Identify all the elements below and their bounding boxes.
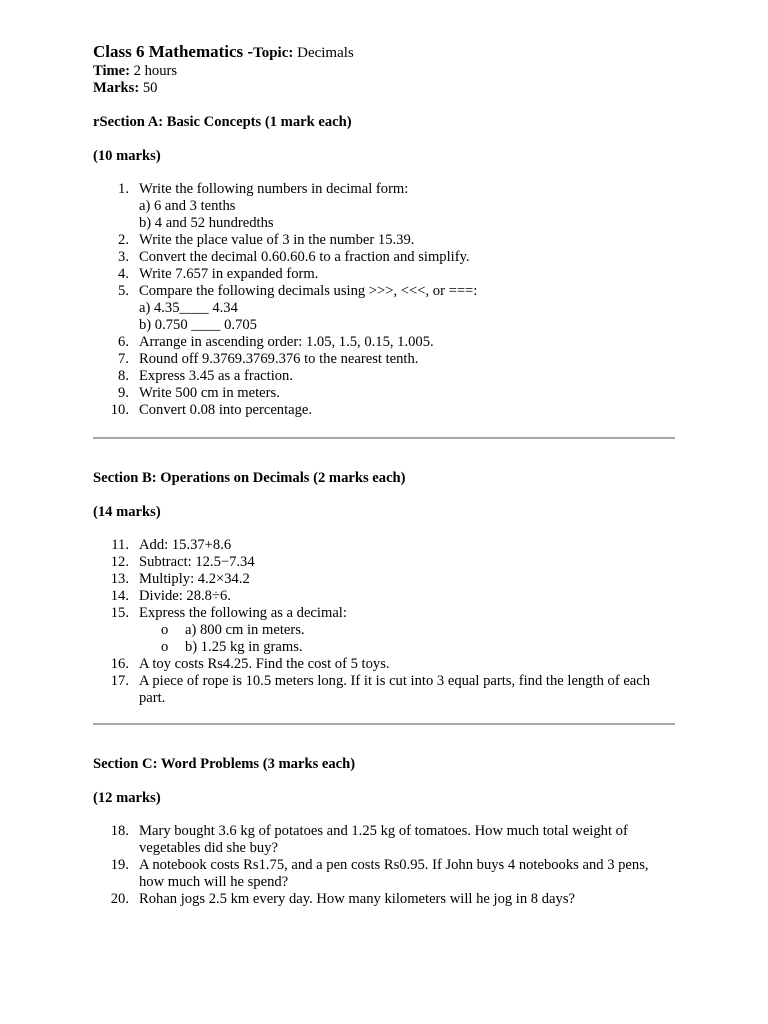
question-item — [93, 537, 675, 554]
question-text: Express 3.45 as a fraction. — [139, 368, 293, 384]
time-line — [93, 63, 675, 80]
question-number: 3. — [118, 249, 129, 265]
question-text: Write 7.657 in expanded form. — [139, 266, 319, 282]
question-number: 19. — [110, 857, 129, 873]
title-class: Class 6 Mathematics - — [93, 42, 254, 61]
question-subpart: a) 6 and 3 tenths — [139, 198, 236, 214]
question-number: 20. — [110, 891, 129, 907]
question-subpart: a) 4.35____ 4.34 — [139, 300, 238, 316]
question-item — [93, 554, 675, 571]
question-text: Write 500 cm in meters. — [139, 385, 280, 401]
question-item — [93, 232, 675, 249]
question-number: 4. — [118, 266, 129, 282]
question-text: Rohan jogs 2.5 km every day. How many kilometers will he jog in 8 days? — [139, 891, 575, 907]
section-a-heading: rSection A: Basic Concepts (1 mark each) — [93, 114, 352, 130]
question-text: Arrange in ascending order: 1.05, 1.5, 0.15, 1.005. — [139, 334, 434, 350]
bullet-text: a) 800 cm in meters. — [185, 622, 305, 638]
question-text: Write the place value of 3 in the number 15.39. — [139, 232, 415, 248]
question-text: Convert the decimal 0.60.60.6 to a fraction and simplify. — [139, 249, 470, 265]
question-number: 13. — [110, 571, 129, 587]
time-label: Time: — [93, 63, 131, 79]
question-number: 10. — [110, 402, 129, 418]
question-text: Mary bought 3.6 kg of potatoes and 1.25 kg of tomatoes. How much total weight of vegetables did she buy? — [139, 823, 628, 856]
section-divider — [93, 723, 675, 725]
question-item — [93, 891, 675, 908]
title-topic-value: Decimals — [293, 45, 354, 61]
question-item — [93, 351, 675, 368]
question-item — [93, 249, 675, 266]
question-number: 14. — [110, 588, 129, 604]
question-text: Add: 15.37+8.6 — [139, 537, 232, 553]
question-text: Round off 9.3769.3769.376 to the nearest tenth. — [139, 351, 419, 367]
question-number: 12. — [110, 554, 129, 570]
section-a-questions — [93, 181, 675, 419]
question-item — [93, 605, 675, 656]
question-item — [93, 266, 675, 283]
question-item — [93, 283, 675, 334]
question-text: Convert 0.08 into percentage. — [139, 402, 313, 418]
bullet-circle-icon: o — [161, 639, 169, 655]
question-text: Compare the following decimals using >>>, <<<, or ===: — [139, 283, 478, 299]
question-number: 8. — [118, 368, 129, 384]
question-item — [93, 673, 675, 707]
section-c-heading: Section C: Word Problems (3 marks each) — [93, 756, 356, 772]
question-item — [93, 385, 675, 402]
question-item — [93, 571, 675, 588]
marks-value: 50 — [139, 80, 158, 96]
question-item — [93, 588, 675, 605]
question-item — [93, 402, 675, 419]
question-number: 11. — [111, 537, 129, 553]
bullet-circle-icon: o — [161, 622, 169, 638]
question-text: A toy costs Rs4.25. Find the cost of 5 toys. — [139, 656, 390, 672]
question-number: 9. — [118, 385, 129, 401]
question-subpart: b) 4 and 52 hundredths — [139, 215, 274, 231]
section-divider — [93, 437, 675, 439]
question-number: 15. — [110, 605, 129, 621]
section-a-marks: (10 marks) — [93, 148, 161, 164]
bullet-item — [139, 639, 675, 656]
title-topic-label: Topic: — [253, 45, 294, 61]
section-b-marks: (14 marks) — [93, 504, 161, 520]
question-number: 16. — [110, 656, 129, 672]
question-item — [93, 368, 675, 385]
question-text: Express the following as a decimal: — [139, 605, 347, 621]
question-text: A notebook costs Rs1.75, and a pen costs Rs0.95. If John buys 4 notebooks and 3 pens, how much will he spend? — [139, 857, 649, 890]
time-value: 2 hours — [130, 63, 178, 79]
question-subpart: b) 0.750 ____ 0.705 — [139, 317, 257, 333]
question-text: A piece of rope is 10.5 meters long. If it is cut into 3 equal parts, find the length of each part. — [139, 673, 651, 706]
question-text: Divide: 28.8÷6. — [139, 588, 231, 604]
document-title — [93, 42, 675, 63]
question-number: 1. — [118, 181, 129, 197]
section-c-marks: (12 marks) — [93, 790, 161, 806]
question-text: Multiply: 4.2×34.2 — [139, 571, 250, 587]
question-number: 18. — [110, 823, 129, 839]
question-number: 2. — [118, 232, 129, 248]
question-text: Write the following numbers in decimal form: — [139, 181, 409, 197]
question-item — [93, 823, 675, 857]
bullet-item — [139, 622, 675, 639]
question-number: 5. — [118, 283, 129, 299]
question-item — [93, 334, 675, 351]
question-number: 6. — [118, 334, 129, 350]
marks-line — [93, 80, 675, 97]
question-number: 7. — [118, 351, 129, 367]
question-item — [93, 857, 675, 891]
document-page — [93, 42, 675, 908]
marks-label: Marks: — [93, 80, 140, 96]
question-text: Subtract: 12.5−7.34 — [139, 554, 255, 570]
section-c-questions — [93, 823, 675, 908]
question-item — [93, 181, 675, 232]
bullet-text: b) 1.25 kg in grams. — [185, 639, 303, 655]
section-b-heading: Section B: Operations on Decimals (2 marks each) — [93, 470, 406, 486]
question-number: 17. — [110, 673, 129, 689]
section-b-questions — [93, 537, 675, 707]
question-item — [93, 656, 675, 673]
